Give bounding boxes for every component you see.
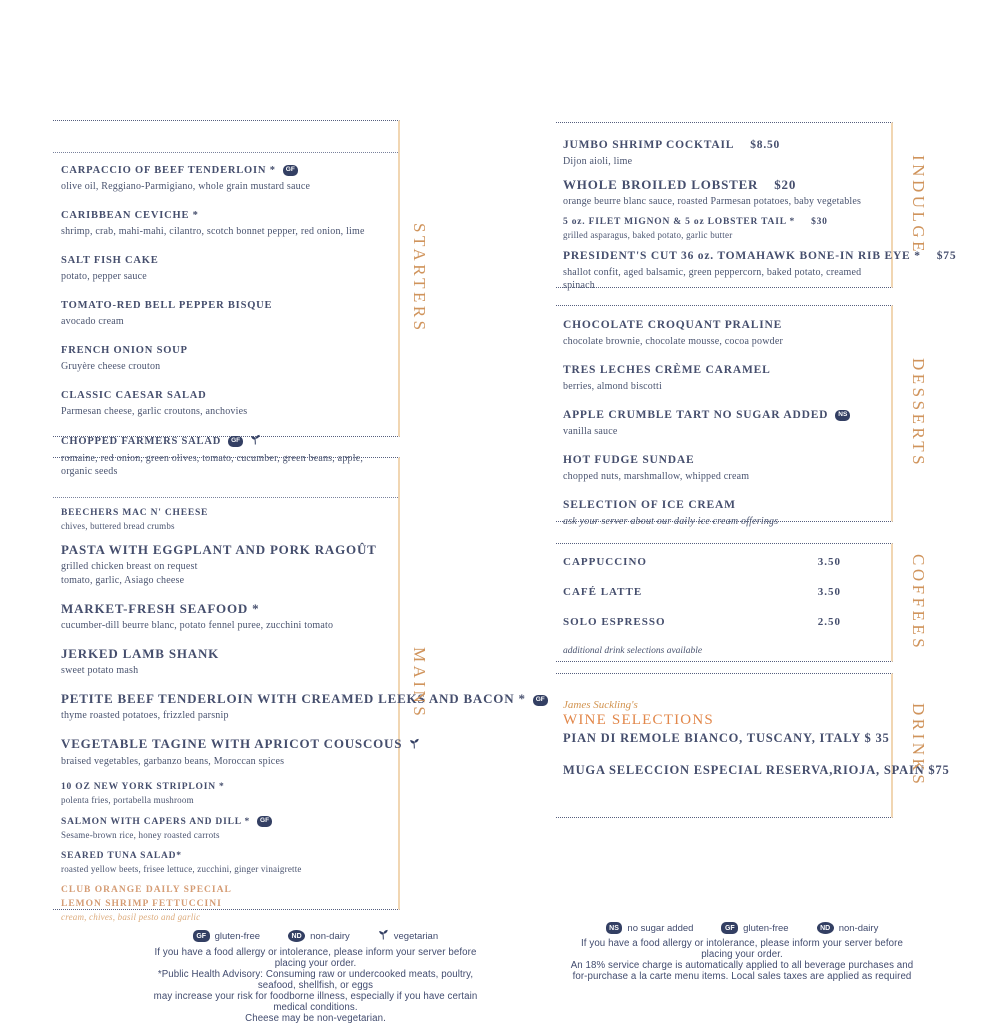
gf-icon: GF	[257, 816, 272, 827]
menu-item-name: CARPACCIO OF BEEF TENDERLOIN *	[61, 165, 276, 176]
menu-item-name: SEARED TUNA SALAD*	[61, 851, 182, 861]
menu-item-price: 3.50	[817, 586, 841, 598]
legend-label: vegetarian	[393, 930, 439, 942]
ns-icon: NS	[835, 410, 850, 421]
left-footer	[138, 929, 493, 1024]
legend-item-gf	[721, 922, 788, 934]
menu-item-description: chocolate brownie, chocolate mousse, cocoa powder	[563, 336, 783, 347]
gf-icon: GF	[283, 165, 298, 176]
menu-item-name: TRES LECHES CRÈME CARAMEL	[563, 364, 771, 376]
indulge-vertical-label	[905, 122, 931, 288]
menu-item-name: 10 OZ NEW YORK STRIPLOIN *	[61, 782, 225, 792]
desserts-label-text: DESSERTS	[909, 358, 928, 469]
ns-icon: NS	[606, 922, 623, 934]
wine-selections-title: WINE SELECTIONS	[563, 712, 714, 728]
menu-item-name: PASTA WITH EGGPLANT AND PORK RAGOÛT	[61, 542, 377, 557]
menu-item-name: SALT FISH CAKE	[61, 255, 159, 266]
menu-item-name: APPLE CRUMBLE TART NO SUGAR ADDED	[563, 409, 829, 421]
footer-line: Cheese may be non-vegetarian.	[245, 1013, 386, 1024]
menu-item-description: tomato, garlic, Asiago cheese	[61, 575, 185, 586]
menu-item	[563, 616, 891, 629]
menu-item	[61, 816, 390, 841]
right-footer	[568, 922, 916, 982]
menu-item-name: TOMATO-RED BELL PEPPER BISQUE	[61, 300, 273, 311]
menu-item	[563, 177, 883, 208]
menu-item	[563, 556, 891, 569]
menu-item	[563, 586, 891, 599]
menu-item	[61, 646, 390, 677]
menu-item	[61, 736, 403, 768]
menu-item	[61, 782, 390, 806]
starters-items	[53, 121, 398, 478]
menu-item-name: HOT FUDGE SUNDAE	[563, 454, 695, 466]
menu-item-description: olive oil, Reggiano-Parmigiano, whole grain mustard sauce	[61, 181, 311, 192]
legend-label: gluten-free	[743, 922, 789, 934]
starters-section	[53, 120, 400, 477]
menu-item-price: $8.50	[750, 139, 781, 151]
starters-label-text: STARTERS	[410, 223, 429, 334]
coffees-label-text: COFFEES	[909, 553, 928, 652]
indulge-label-text: INDULGE	[909, 154, 928, 256]
gf-icon: GF	[721, 922, 738, 934]
starters-vertical-label	[406, 120, 432, 437]
menu-item-description: grilled asparagus, baked potato, garlic butter	[563, 230, 733, 240]
nd-icon: ND	[817, 922, 834, 934]
menu-item	[563, 139, 883, 168]
drinks-vertical-label	[905, 673, 931, 818]
menu-item-price: $30	[811, 217, 828, 227]
menu-item-description: grilled chicken breast on request	[61, 561, 198, 572]
menu-item	[61, 254, 390, 283]
menu-item	[61, 164, 390, 193]
right-footer-text	[568, 938, 916, 982]
menu-item-name: BEECHERS MAC N' CHEESE	[61, 508, 209, 518]
menu-item	[61, 601, 390, 632]
menu-item	[61, 542, 390, 587]
mains-vertical-label	[406, 457, 432, 910]
vegetarian-icon	[378, 929, 389, 943]
menu-item-description: thyme roasted potatoes, frizzled parsnip	[61, 710, 229, 721]
menu-item-description: chives, buttered bread crumbs	[61, 521, 175, 531]
desserts-vertical-label	[905, 305, 931, 522]
menu-item-description: ask your server about our daily ice cream offerings	[563, 516, 779, 527]
menu-item-price: 2.50	[817, 616, 841, 628]
menu-item	[61, 389, 390, 418]
menu-item	[61, 209, 390, 238]
legend-item-nd	[288, 930, 350, 942]
coffees-items	[556, 544, 891, 629]
menu-item	[563, 250, 957, 292]
menu-item-name: SELECTION OF ICE CREAM	[563, 499, 736, 511]
legend-item-gf	[193, 930, 260, 942]
menu-item-description: Gruyère cheese crouton	[61, 361, 161, 372]
menu-item-name: VEGETABLE TAGINE WITH APRICOT COUSCOUS	[61, 736, 403, 751]
legend-item-ns	[606, 922, 694, 934]
menu-item-description: shallot confit, aged balsamic, green peppercorn, baked potato, creamed spinach	[563, 267, 862, 291]
menu-item-description: potato, pepper sauce	[61, 271, 147, 282]
legend-label: gluten-free	[214, 930, 261, 942]
desserts-section	[556, 305, 893, 527]
menu-item-name: CAPPUCCINO	[563, 556, 647, 568]
menu-item	[563, 731, 890, 746]
menu-item-description: Dijon aioli, lime	[563, 156, 633, 167]
legend-item-veg	[378, 929, 438, 943]
left-footer-text	[138, 947, 493, 1024]
menu-item-name: JERKED LAMB SHANK	[61, 646, 220, 661]
menu-item-description: roasted yellow beets, frisee lettuce, zucchini, ginger vinaigrette	[61, 864, 302, 874]
menu-item	[61, 899, 390, 923]
menu-item	[563, 454, 883, 483]
menu-item	[61, 508, 390, 532]
menu-item-name: CLUB ORANGE DAILY SPECIAL	[61, 885, 232, 895]
menu-item-name: JUMBO SHRIMP COCKTAIL	[563, 139, 735, 151]
footer-line: If you have a food allergy or intolerance, please inform your server before placing your order.	[154, 947, 477, 969]
menu-item-name: MARKET-FRESH SEAFOOD *	[61, 601, 260, 616]
menu-item-description: Sesame-brown rice, honey roasted carrots	[61, 830, 220, 840]
menu-item-name: SALMON WITH CAPERS AND DILL *	[61, 817, 251, 827]
right-footer-legend	[568, 922, 916, 934]
coffees-section	[556, 543, 893, 662]
legend-label: non-dairy	[838, 922, 879, 934]
menu-item	[563, 409, 883, 438]
gf-icon: GF	[193, 930, 210, 942]
menu-item-name: CLASSIC CAESAR SALAD	[61, 390, 207, 401]
menu-item	[61, 885, 390, 896]
menu-item-description: braised vegetables, garbanzo beans, Moroccan spices	[61, 756, 285, 767]
menu-item-name: FRENCH ONION SOUP	[61, 345, 188, 356]
menu-item-description: romaine, red onion, green olives, tomato, cucumber, green beans, apple, organic seeds	[61, 453, 364, 477]
menu-item-description: cucumber-dill beurre blanc, potato fennel puree, zucchini tomato	[61, 620, 334, 631]
menu-item	[563, 364, 883, 393]
menu-item-description: berries, almond biscotti	[563, 381, 662, 392]
nd-icon: ND	[288, 930, 305, 942]
menu-item-name: LEMON SHRIMP FETTUCCINI	[61, 899, 222, 909]
vegetarian-icon	[250, 434, 261, 449]
menu-item-name: MUGA SELECCION ESPECIAL RESERVA,RIOJA, SPAIN $75	[563, 763, 950, 777]
menu-item-name: PETITE BEEF TENDERLOIN WITH CREAMED LEEKS AND BACON *	[61, 691, 526, 706]
mains-label-text: MAINS	[410, 647, 429, 720]
menu-item-description: sweet potato mash	[61, 665, 139, 676]
footer-line: *Public Health Advisory: Consuming raw or undercooked meats, poultry, seafood, shellfish, or eggs	[157, 969, 474, 991]
coffees-vertical-label	[905, 543, 931, 662]
menu-item	[61, 691, 545, 722]
desserts-items	[556, 306, 891, 528]
menu-item-description: shrimp, crab, mahi-mahi, cilantro, scotch bonnet pepper, red onion, lime	[61, 226, 365, 237]
menu-item-description: orange beurre blanc sauce, roasted Parmesan potatoes, baby vegetables	[563, 196, 862, 207]
menu-item-name: CAFÉ LATTE	[563, 586, 643, 598]
menu-item-description: chopped nuts, marshmallow, whipped cream	[563, 471, 750, 482]
menu-item-description: cream, chives, basil pesto and garlic	[61, 912, 201, 922]
left-footer-legend	[138, 929, 493, 943]
menu-item	[563, 319, 883, 348]
menu-item	[563, 499, 883, 528]
menu-item-name: 5 oz. FILET MIGNON & 5 oz LOBSTER TAIL *	[563, 217, 796, 227]
menu-item-name: CHOCOLATE CROQUANT PRALINE	[563, 319, 783, 331]
legend-label: non-dairy	[310, 930, 350, 942]
menu-item	[563, 217, 883, 241]
menu-item-description: vanilla sauce	[563, 426, 618, 437]
legend-label: no sugar added	[627, 922, 694, 934]
footer-line: for-purchase a la carte menu items. Local sales taxes are applied as required	[572, 971, 912, 982]
menu-item	[563, 763, 950, 778]
menu-item-name: CARIBBEAN CEVICHE *	[61, 210, 199, 221]
menu-item	[61, 299, 390, 328]
gf-icon: GF	[228, 436, 243, 447]
menu-item-price: $75	[936, 250, 957, 262]
wine-curator-name: James Suckling's	[563, 699, 638, 711]
menu-item-description: avocado cream	[61, 316, 124, 327]
menu-item-name: PIAN DI REMOLE BIANCO, TUSCANY, ITALY $ 35	[563, 731, 890, 745]
menu-item-description: polenta fries, portabella mushroom	[61, 795, 194, 805]
menu-item-name: WHOLE BROILED LOBSTER	[563, 177, 759, 192]
menu-item-description: Parmesan cheese, garlic croutons, anchovies	[61, 406, 248, 417]
menu-item-name: SOLO ESPRESSO	[563, 616, 666, 628]
menu-item	[61, 344, 390, 373]
coffees-note: additional drink selections available	[563, 646, 703, 656]
menu-item-price: $20	[774, 177, 797, 192]
menu-item	[61, 851, 390, 875]
footer-line: An 18% service charge is automatically applied to all beverage purchases and	[570, 960, 914, 971]
menu-item-name: PRESIDENT'S CUT 36 oz. TOMAHAWK BONE-IN RIB EYE *	[563, 250, 921, 262]
footer-line: If you have a food allergy or intolerance, please inform your server before placing your order.	[581, 938, 903, 960]
legend-item-nd	[817, 922, 879, 934]
drinks-label-text: DRINKS	[909, 703, 928, 788]
menu-item-price: 3.50	[817, 556, 841, 568]
menu-item-name: CHOPPED FARMERS SALAD	[61, 436, 222, 447]
gf-icon: GF	[533, 695, 548, 706]
footer-line: may increase your risk for foodborne illness, especially if you have certain medical conditions.	[153, 991, 478, 1013]
